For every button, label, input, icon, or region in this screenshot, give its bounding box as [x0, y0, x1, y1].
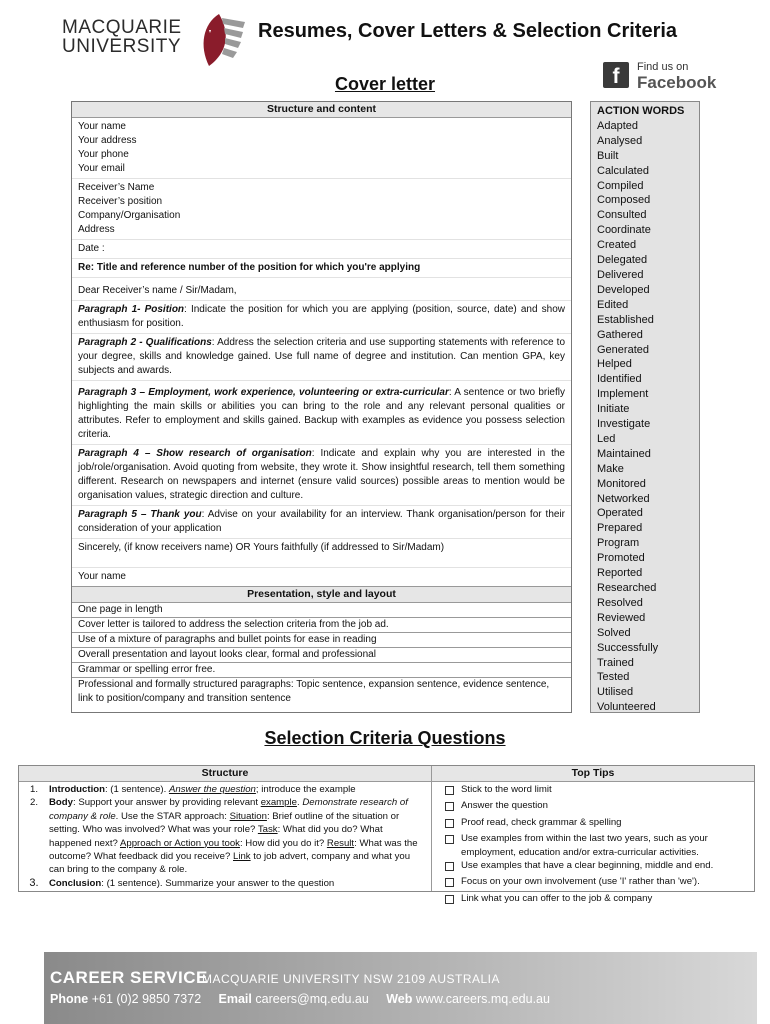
item-number: 2. — [29, 797, 38, 809]
body-text: . Use the STAR approach: — [115, 810, 230, 822]
receiver-line: Receiver’s position — [78, 196, 163, 207]
paragraph-2-text: : Address the selection criteria and use supporting statements with reference to your degree, skills and knowledge gained. Use full name of degree and institution. Can mention GPA, key subjects and awards. — [78, 337, 566, 376]
sender-line: Your address — [78, 135, 137, 146]
intro-emphasis: Answer the question — [168, 784, 256, 795]
action-word: Generated — [597, 343, 649, 356]
facebook-label: Facebook — [637, 73, 717, 92]
paragraph-4-text: : Indicate and explain why you are interested in the job/role/organisation. Avoid quoting from website, they wrote it. Show insightful research, tell them something different. Research on newspapers and internet (ensure valid sources) possible areas to mention would be organisation values, strategic direction and culture. — [78, 448, 565, 501]
action-word: Developed — [597, 283, 650, 296]
paragraph-1-label: Paragraph 1- Position — [78, 304, 185, 315]
tips-column-heading: Top Tips — [432, 766, 754, 782]
paragraph-4 — [72, 445, 571, 506]
footer-banner — [44, 952, 757, 1024]
action-word: Volunteered — [597, 701, 656, 714]
action-word: Investigate — [597, 418, 651, 431]
action-word: Make — [597, 462, 624, 475]
cover-letter-heading: Cover letter — [334, 74, 436, 94]
body-underline: Link — [233, 851, 251, 863]
logo-line-1: MACQUARIE — [62, 17, 182, 38]
action-word: Networked — [597, 492, 650, 505]
body-underline: Approach or Action you took — [119, 837, 240, 849]
paragraph-1-text: : Indicate the position for which you are applying (position, source, date) and show enthusiasm for position. — [78, 304, 566, 329]
action-word: Implement — [597, 388, 649, 401]
paragraph-1 — [72, 301, 571, 334]
checkbox-icon — [437, 859, 461, 875]
action-word: Compiled — [597, 179, 644, 192]
paragraph-5 — [72, 506, 571, 539]
body-label: Body — [49, 797, 73, 809]
structure-item-introduction — [19, 783, 429, 796]
body-text: : Support your answer by providing relevant — [72, 797, 261, 809]
tip-item — [437, 875, 752, 891]
presentation-heading: Presentation, style and layout — [72, 587, 571, 603]
action-words-list — [597, 119, 693, 715]
action-words-box — [590, 101, 700, 713]
item-number: 1. — [29, 784, 38, 795]
paragraph-3 — [72, 381, 571, 445]
tip-text: Use examples that have a clear beginning, middle and end. — [461, 860, 714, 872]
action-word: Successfully — [597, 641, 659, 654]
presentation-item: Grammar or spelling error free. — [72, 663, 571, 678]
body-underline: Result — [326, 837, 355, 849]
action-word: Built — [597, 149, 619, 162]
structure-list — [19, 783, 429, 890]
action-word: Tested — [597, 671, 630, 684]
action-words-heading: ACTION WORDS — [597, 105, 685, 117]
intro-text: : (1 sentence). — [104, 784, 169, 795]
item-number: 3. — [29, 876, 39, 889]
sender-line: Your name — [78, 121, 126, 132]
action-word: Prepared — [597, 522, 643, 535]
checkbox-icon — [437, 892, 461, 908]
receiver-line: Receiver’s Name — [78, 182, 155, 193]
action-word: Gathered — [597, 328, 643, 341]
paragraph-5-text: : Advise on your availability for an interview. Thank organisation/person for their consideration of your application — [78, 509, 565, 534]
tip-text: Proof read, check grammar & spelling — [461, 816, 622, 828]
action-word: Composed — [597, 194, 651, 207]
conclusion-label: Conclusion — [49, 877, 102, 889]
sender-line: Your email — [78, 163, 125, 174]
action-word: Maintained — [597, 447, 651, 460]
paragraph-5-label: Paragraph 5 – Thank you — [78, 509, 202, 520]
receiver-line: Address — [78, 224, 115, 235]
action-word: Adapted — [597, 119, 638, 132]
action-word: Edited — [597, 298, 629, 311]
action-word: Established — [597, 313, 654, 326]
receiver-block — [72, 179, 571, 240]
date-line: Date : — [72, 240, 571, 259]
phone-label: Phone — [50, 992, 89, 1006]
receiver-line: Company/Organisation — [78, 210, 181, 221]
footer-service: CAREER SERVICE — [50, 968, 208, 987]
conclusion-text: : (1 sentence). Summarize your answer to the question — [101, 877, 335, 889]
presentation-item: Professional and formally structured paragraphs: Topic sentence, expansion sentence, evidence sentence, link to position/company and transition sentence — [78, 679, 550, 704]
paragraph-2-label: Paragraph 2 - Qualifications — [78, 337, 212, 348]
action-word: Researched — [597, 582, 657, 594]
action-word: Solved — [597, 626, 631, 639]
body-text: . — [296, 797, 303, 809]
email-label: Email — [218, 992, 252, 1006]
action-word: Operated — [597, 507, 643, 520]
tip-text: Stick to the word limit — [461, 784, 552, 795]
action-word: Delivered — [597, 268, 644, 281]
tip-item — [437, 816, 752, 832]
checkbox-icon — [437, 816, 461, 832]
paragraph-3-text: : A sentence or two briefly highlighting the main skills or abilities you can bring to the role and any relevant personal qualities or attributes. Refer to employment and skills gained. Backup with examples as evidence you possess selection criteria. — [78, 387, 565, 440]
tip-text: Use examples from within the last two years, such as your employment, education and/or extra-curricular activities. — [461, 833, 708, 858]
action-word: Monitored — [597, 477, 646, 490]
action-word: Led — [597, 432, 616, 445]
tip-item — [437, 892, 752, 908]
action-word: Promoted — [597, 552, 645, 565]
tip-item — [437, 799, 752, 815]
phone-value: +61 (0)2 9850 7372 — [91, 992, 202, 1006]
web-label: Web — [386, 992, 413, 1006]
column-divider — [431, 766, 432, 891]
cover-letter-table — [71, 101, 572, 713]
structure-item-body — [19, 796, 429, 876]
selection-criteria-heading: Selection Criteria Questions — [264, 728, 506, 748]
re-line: Re: Title and reference number of the position for which you're applying — [72, 259, 571, 278]
presentation-item: One page in length — [72, 603, 571, 618]
presentation-item: Use of a mixture of paragraphs and bullet points for ease in reading — [72, 633, 571, 648]
action-word: Resolved — [597, 596, 643, 609]
body-underline: Situation — [229, 810, 267, 822]
structure-item-conclusion — [19, 877, 429, 890]
presentation-item: Overall presentation and layout looks clear, formal and professional — [72, 648, 571, 663]
paragraph-3-label: Paragraph 3 – Employment, work experience, volunteering or extra-curricular — [78, 387, 449, 398]
structure-column-heading: Structure — [19, 766, 431, 782]
tip-item — [437, 832, 752, 859]
action-word: Delegated — [597, 254, 648, 267]
action-word: Analysed — [597, 134, 643, 147]
selection-criteria-table — [18, 765, 755, 904]
closing-line: Sincerely, (if know receivers name) OR Yours faithfully (if addressed to Sir/Madam) — [72, 539, 571, 568]
body-text: to job advert, company and what you can bring to the company & role. — [49, 851, 411, 876]
sender-line: Your phone — [78, 149, 129, 160]
action-word: Reported — [597, 567, 643, 580]
body-text: : How did you do it? — [239, 837, 327, 849]
signature-line: Your name — [72, 568, 571, 587]
logo-line-2: UNIVERSITY — [62, 36, 182, 57]
paragraph-2 — [72, 334, 571, 381]
action-word: Utilised — [597, 686, 634, 699]
body-text: : Brief outline of the situation or setting. Who was involved? What was your role? — [49, 810, 400, 836]
action-word: Calculated — [597, 164, 649, 177]
body-text: : What did you do? What happened next? — [49, 824, 383, 849]
tips-list — [437, 783, 752, 908]
page-title: Resumes, Cover Letters & Selection Criteria — [258, 20, 678, 42]
action-word: Initiate — [597, 403, 630, 416]
tip-item — [437, 783, 752, 799]
body-underline: Task — [257, 824, 278, 836]
action-word: Trained — [597, 656, 634, 669]
structure-heading: Structure and content — [72, 102, 571, 118]
footer-address: MACQUARIE UNIVERSITY NSW 2109 AUSTRALIA — [202, 972, 501, 986]
paragraph-4-label: Paragraph 4 – Show research of organisation — [78, 448, 312, 459]
introduction-label: Introduction — [49, 784, 105, 795]
checkbox-icon — [437, 799, 461, 815]
checkbox-icon — [437, 783, 461, 799]
sender-block — [72, 118, 571, 179]
facebook-find-us: Find us on — [637, 61, 689, 73]
tip-text: Answer the question — [461, 800, 548, 812]
intro-text: ; introduce the example — [255, 784, 356, 795]
checkbox-icon — [437, 832, 461, 859]
action-word: Helped — [597, 358, 632, 371]
presentation-item: Cover letter is tailored to address the selection criteria from the job ad. — [72, 618, 571, 633]
action-word: Consulted — [597, 209, 647, 222]
body-text: : What was the outcome? What feedback did you receive? — [49, 837, 418, 863]
body-italic: Demonstrate research of company & role — [49, 797, 408, 822]
checkbox-icon — [437, 875, 461, 891]
action-word: Reviewed — [597, 611, 646, 624]
action-word: Coordinate — [597, 224, 651, 237]
action-word: Identified — [597, 373, 642, 386]
tip-text: Link what you can offer to the job & company — [461, 892, 653, 904]
tip-text: Focus on your own involvement (use 'I' rather than 'we'). — [461, 876, 700, 888]
action-word: Created — [597, 239, 637, 252]
tip-item — [437, 859, 752, 875]
footer-contacts — [50, 992, 550, 1006]
body-underline: example — [260, 797, 297, 809]
web-link[interactable]: www.careers.mq.edu.au — [415, 992, 550, 1006]
logo-wordmark — [62, 18, 182, 56]
email-link[interactable]: careers@mq.edu.au — [255, 992, 369, 1006]
university-crest-icon — [193, 12, 249, 73]
action-word: Program — [597, 537, 640, 550]
facebook-icon: f — [603, 62, 629, 88]
salutation: Dear Receiver’s name / Sir/Madam, — [72, 278, 571, 301]
